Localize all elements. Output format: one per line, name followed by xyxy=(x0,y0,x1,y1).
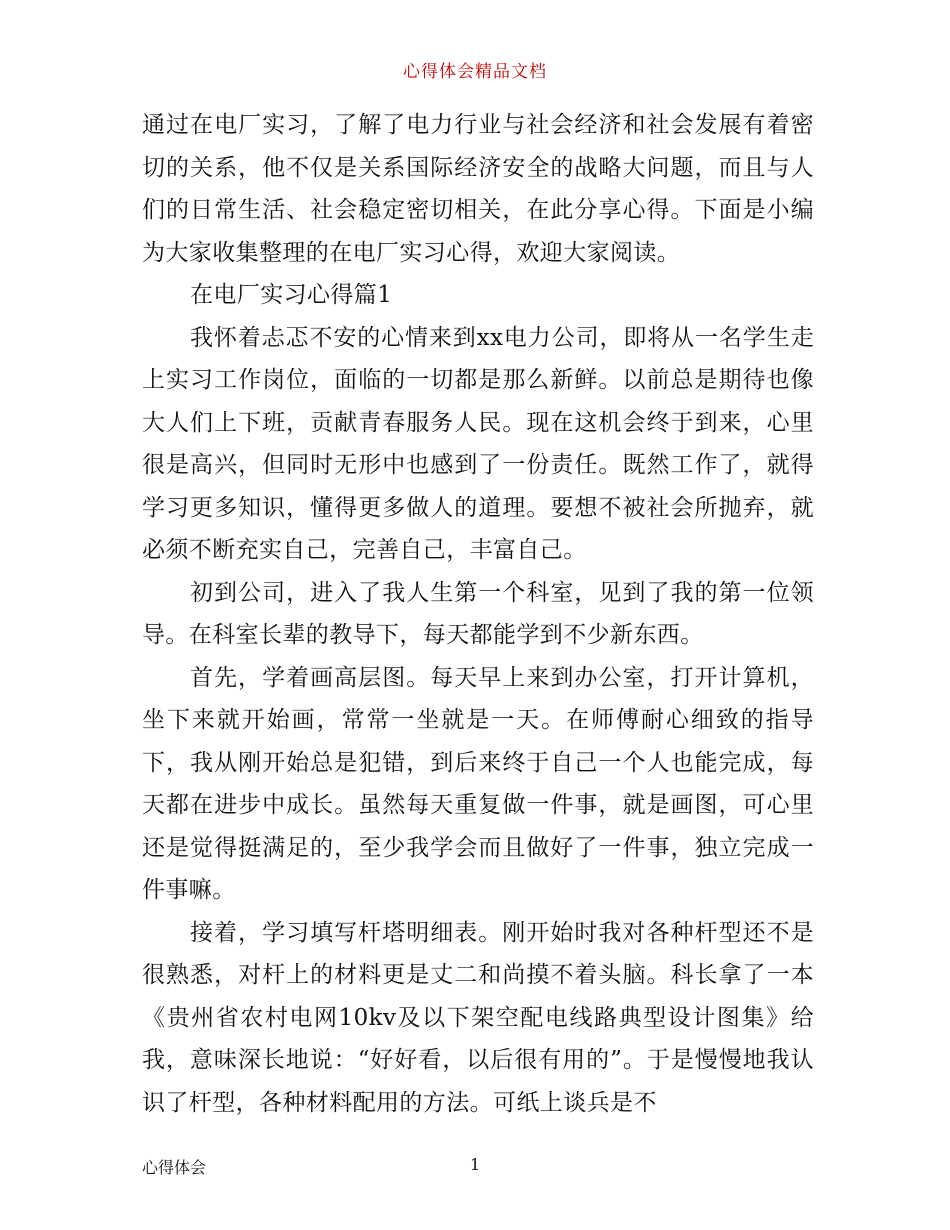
document-body xyxy=(142,104,814,1124)
page-number: 1 xyxy=(470,1155,481,1174)
body-paragraph: 首先，学着画高层图。每天早上来到办公室，打开计算机，坐下来就开始画，常常一坐就是一天。在师傅耐心细致的指导下，我从刚开始总是犯错，到后来终于自己一个人也能完成，每天都在进步中成长。虽然每天重复做一件事，就是画图，可心里还是觉得挺满足的，至少我学会而且做好了一件事，独立完成一件事嘛。 xyxy=(142,664,814,903)
intro-paragraph: 通过在电厂实习，了解了电力行业与社会经济和社会发展有着密切的关系，他不仅是关系国际经济安全的战略大问题，而且与人们的日常生活、社会稳定密切相关，在此分享心得。下面是小编为大家收集整理的在电厂实习心得，欢迎大家阅读。 xyxy=(142,112,814,266)
body-paragraph: 初到公司，进入了我人生第一个科室，见到了我的第一位领导。在科室长辈的教导下，每天都能学到不少新东西。 xyxy=(142,579,814,648)
page-header-title: 心得体会精品文档 xyxy=(403,62,547,82)
body-paragraph: 接着，学习填写杆塔明细表。刚开始时我对各种杆型还不是很熟悉，对杆上的材料更是丈二和尚摸不着头脑。科长拿了一本《贵州省农村电网10kv及以下架空配电线路典型设计图集》给我，意味深长地说：“好好看，以后很有用的”。于是慢慢地我认识了杆型，各种材料配用的方法。可纸上谈兵是不 xyxy=(142,919,814,1116)
section-heading: 在电厂实习心得篇1 xyxy=(190,282,393,308)
footer-label: 心得体会 xyxy=(142,1158,207,1177)
body-paragraph: 我怀着忐忑不安的心情来到xx电力公司，即将从一名学生走上实习工作岗位，面临的一切都是那么新鲜。以前总是期待也像大人们上下班，贡献青春服务人民。现在这机会终于到来，心里很是高兴，但同时无形中也感到了一份责任。既然工作了，就得学习更多知识，懂得更多做人的道理。要想不被社会所抛弃，就必须不断充实自己，完善自己，丰富自己。 xyxy=(142,324,814,563)
